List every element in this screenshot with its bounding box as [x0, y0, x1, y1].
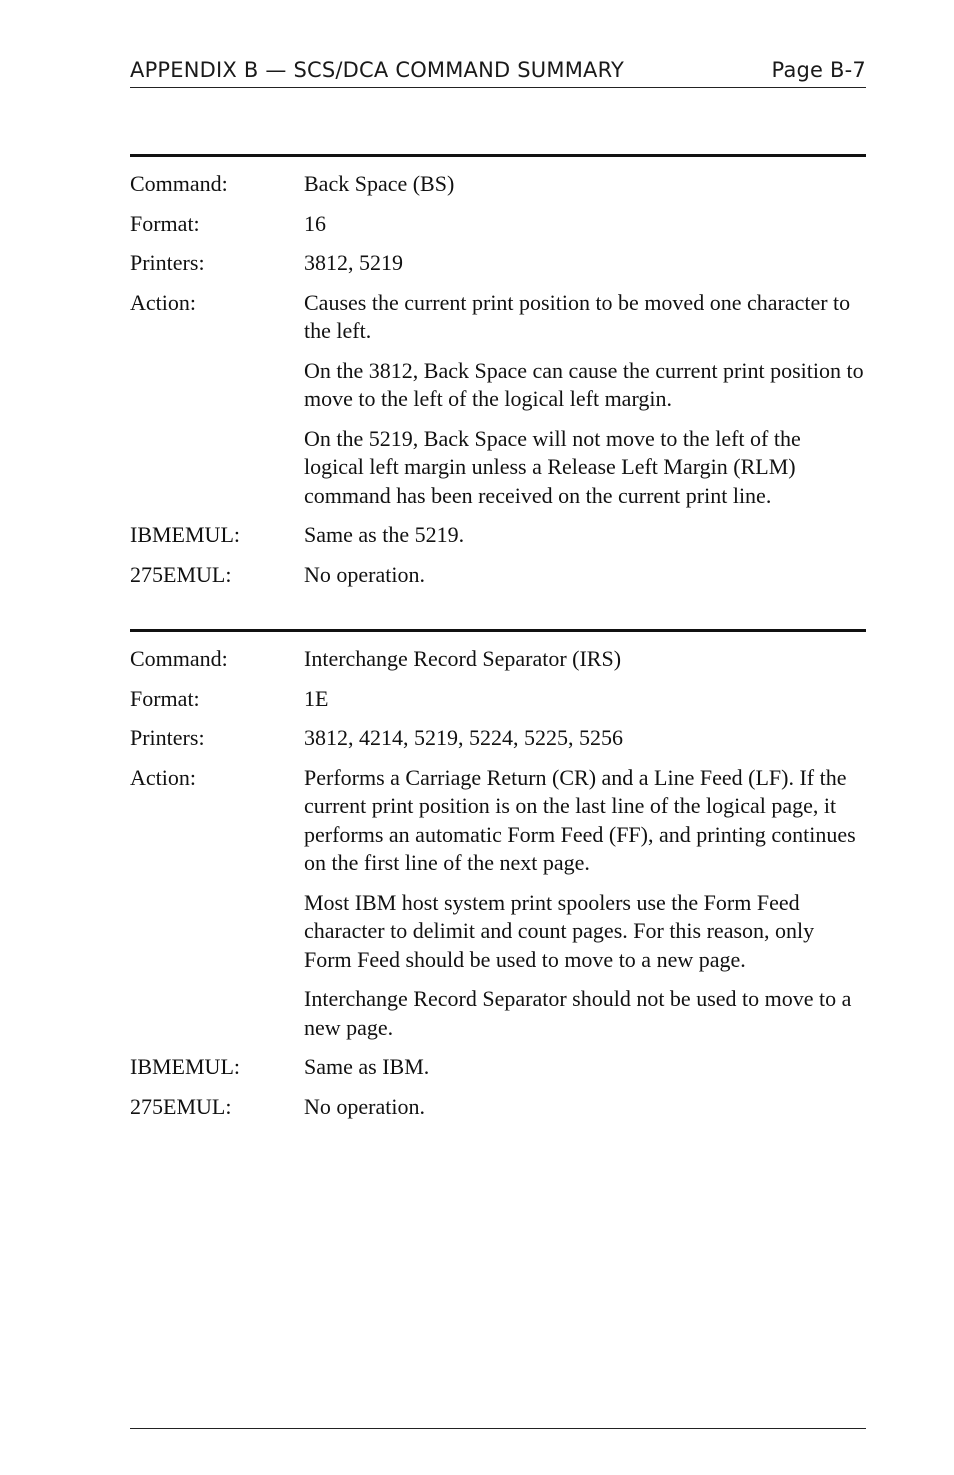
action-paragraph: Causes the current print position to be moved one character to the left.: [304, 289, 851, 343]
printers-value: 3812, 5219: [304, 250, 403, 275]
command-entry-irs: [130, 629, 866, 1121]
ibmemul-row: [130, 1053, 866, 1082]
emul275-label: 275EMUL:: [130, 561, 232, 587]
emul275-value: No operation.: [304, 1093, 425, 1119]
header-rule: [130, 87, 866, 88]
printers-row: [130, 249, 866, 278]
command-entry-back-space: [130, 154, 866, 589]
page-number: Page B-7: [771, 58, 866, 82]
action-value: [304, 289, 866, 511]
action-label: Action:: [130, 289, 196, 315]
action-paragraph: Most IBM host system print spoolers use the Form Feed character to delimit and count pages. For this reason, only Form Feed should be used to move to a new page.: [304, 889, 815, 972]
printers-value: 3812, 4214, 5219, 5224, 5225, 5256: [304, 725, 623, 750]
emul275-row: [130, 1093, 866, 1122]
format-row: [130, 685, 866, 714]
command-value: Interchange Record Separator (IRS): [304, 646, 622, 671]
ibmemul-value: Same as IBM.: [304, 1054, 430, 1079]
printers-row: [130, 724, 866, 753]
command-row: [130, 170, 866, 199]
action-label: Action:: [130, 764, 196, 790]
emul275-row: [130, 561, 866, 590]
command-label: Command:: [130, 171, 228, 196]
action-paragraph: On the 5219, Back Space will not move to the left of the logical left margin unless a Release Left Margin (RLM) command has been received on the current print line.: [304, 425, 801, 508]
format-value: 16: [304, 210, 326, 236]
command-label: Command:: [130, 646, 228, 671]
emul275-value: No operation.: [304, 561, 425, 587]
footer-rule: [130, 1428, 866, 1429]
format-row: [130, 210, 866, 239]
printers-label: Printers:: [130, 250, 205, 275]
command-row: [130, 645, 866, 674]
action-row: [130, 764, 866, 1043]
format-label: Format:: [130, 685, 200, 711]
emul275-label: 275EMUL:: [130, 1093, 232, 1119]
header-title: APPENDIX B — SCS/DCA COMMAND SUMMARY: [130, 58, 625, 82]
ibmemul-row: [130, 521, 866, 550]
format-label: Format:: [130, 210, 200, 236]
printers-label: Printers:: [130, 725, 205, 750]
action-value: [304, 764, 866, 1043]
action-paragraph: Performs a Carriage Return (CR) and a Line Feed (LF). If the current print position is on the last line of the logical page, it performs an automatic Form Feed (FF), and printing continues on the first line of the next page.: [304, 764, 856, 875]
ibmemul-label: IBMEMUL:: [130, 522, 240, 547]
format-value: 1E: [304, 685, 329, 711]
ibmemul-value: Same as the 5219.: [304, 522, 465, 547]
command-value: Back Space (BS): [304, 171, 455, 196]
action-row: [130, 289, 866, 511]
action-paragraph: Interchange Record Separator should not be used to move to a new page.: [304, 986, 852, 1040]
ibmemul-label: IBMEMUL:: [130, 1054, 240, 1079]
action-paragraph: On the 3812, Back Space can cause the current print position to move to the left of the logical left margin.: [304, 357, 864, 411]
